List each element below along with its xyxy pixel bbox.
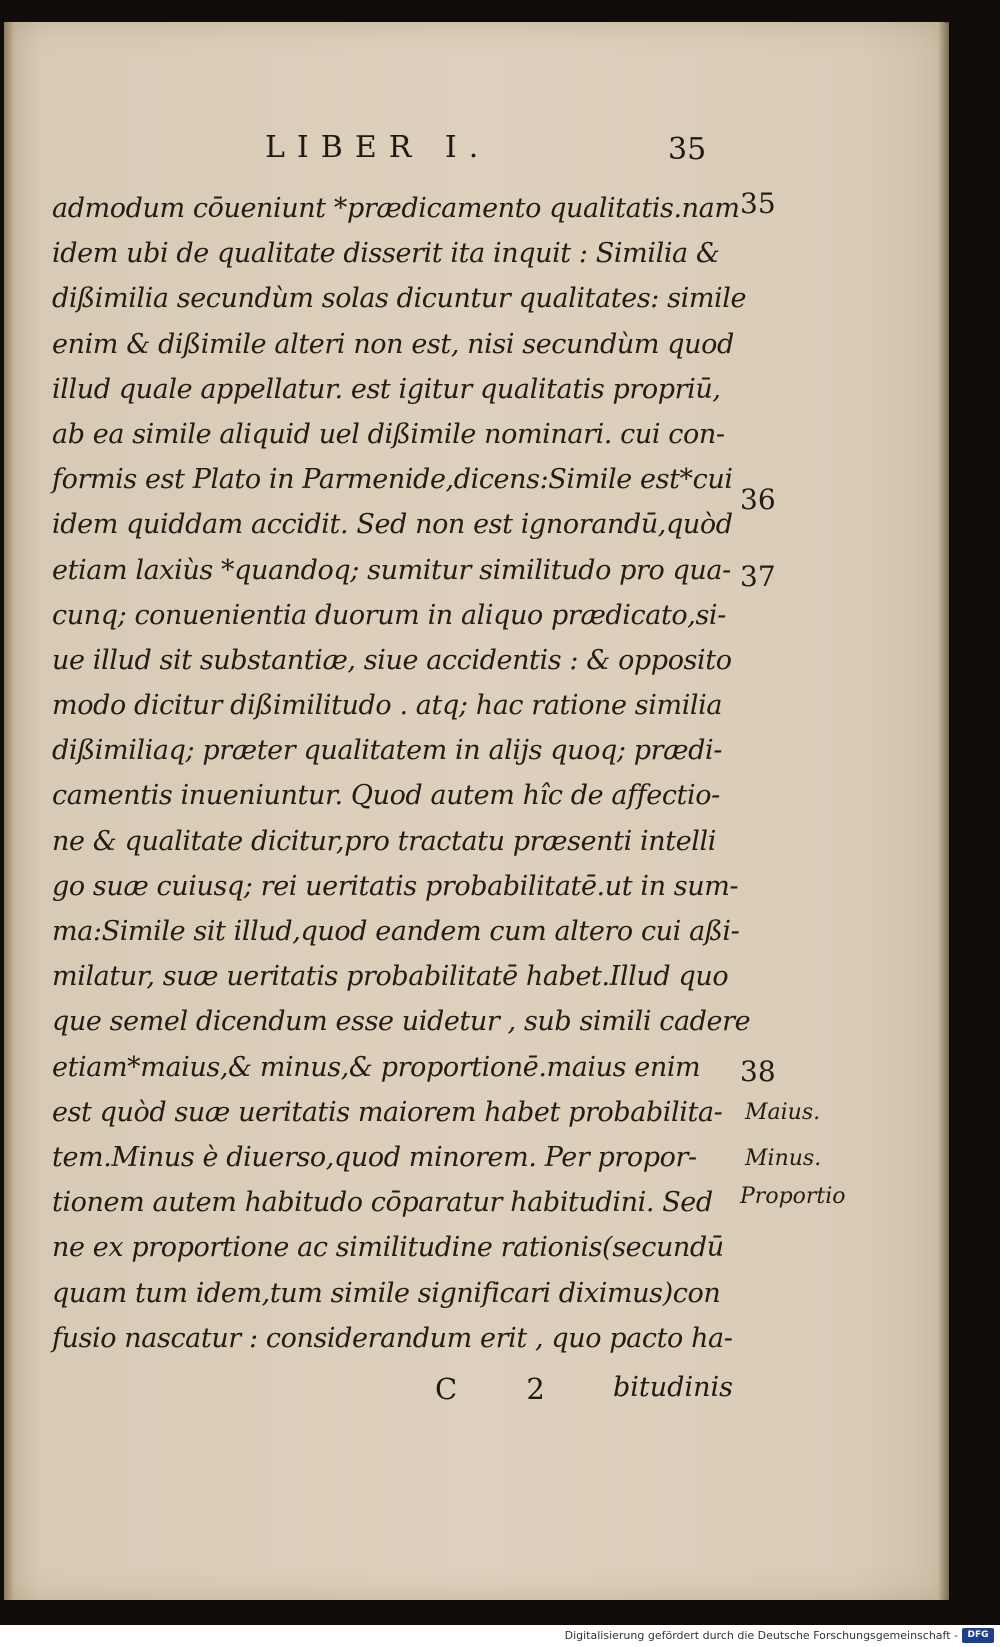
margin-note-proportio: Proportio (740, 1184, 846, 1209)
text-line: etiam laxiùs *quandoq; sumitur similitudo pro qua- (52, 554, 731, 586)
credit-bar (0, 1625, 1000, 1647)
margin-note-maius: Maius. (745, 1100, 821, 1125)
text-line: dißimilia secundùm solas dicuntur qualitates: simile (52, 283, 747, 315)
page-footer (0, 1372, 1000, 1416)
margin-number-37: 37 (740, 560, 776, 593)
text-line: admodum cōueniunt *prædicamento qualitatis.nam (52, 193, 740, 224)
text-line: modo dicitur dißimilitudo . atq; hac ratione similia (52, 690, 723, 722)
text-line: ma:Simile sit illud,quod eandem cum altero cui aßi- (52, 916, 740, 947)
text-line: go suæ cuiusq; rei ueritatis probabilitatē.ut in sum- (52, 870, 739, 902)
text-line: ab ea simile aliquid uel dißimile nominari. cui con- (52, 418, 725, 450)
text-line: cunq; conuenientia duorum in aliquo prædicato,si- (52, 599, 726, 631)
page-edge-shadow (938, 22, 949, 1600)
text-line: tem.Minus è diuerso,quod minorem. Per propor- (52, 1141, 697, 1173)
dfg-logo: DFG (962, 1628, 994, 1643)
catchword: bitudinis (613, 1372, 733, 1403)
text-line: formis est Plato in Parmenide,dicens:Simile est*cui (52, 464, 733, 496)
running-title: LIBER I. (265, 130, 491, 165)
text-line: idem quiddam accidit. Sed non est ignorandū,quòd (52, 509, 733, 541)
text-line: quam tum idem,tum simile significari diximus)con (52, 1277, 721, 1309)
text-line: camentis inueniuntur. Quod autem hîc de affectio- (52, 780, 720, 812)
page-header (0, 130, 1000, 180)
margin-number-38: 38 (740, 1055, 776, 1088)
page-spine-shadow (4, 22, 14, 1600)
margin-note-minus: Minus. (745, 1146, 822, 1171)
signature-mark: C 2 (435, 1372, 575, 1406)
text-line: ue illud sit substantiæ, siue accidentis : & opposito (52, 644, 732, 676)
funding-credit: Digitalisierung gefördert durch die Deutsche Forschungsgemeinschaft - (564, 1629, 958, 1642)
page-number: 35 (668, 132, 707, 167)
margin-number-35: 35 (740, 187, 776, 220)
margin-number-36: 36 (740, 483, 776, 516)
body-text (52, 186, 751, 1361)
text-line: fusio nascatur : considerandum erit , quo pacto ha- (52, 1322, 733, 1354)
text-line: dißimiliaq; præter qualitatem in alijs quoq; prædi- (52, 735, 722, 767)
text-line: que semel dicendum esse uidetur , sub simili cadere (52, 1006, 751, 1038)
text-line: ne & qualitate dicitur,pro tractatu præsenti intelli (52, 825, 716, 857)
text-line: illud quale appellatur. est igitur qualitatis propriū, (52, 373, 721, 405)
text-line: idem ubi de qualitate disserit ita inquit : Similia & (52, 238, 720, 270)
text-line: tionem autem habitudo cōparatur habitudini. Sed (52, 1187, 713, 1219)
text-line: ne ex proportione ac similitudine rationis(secundū (52, 1232, 724, 1264)
text-line: milatur, suæ ueritatis probabilitatē habet.Illud quo (52, 961, 729, 993)
text-line: est quòd suæ ueritatis maiorem habet probabilita- (52, 1096, 723, 1128)
text-line: etiam*maius,& minus,& proportionē.maius enim (52, 1051, 701, 1083)
text-line: enim & dißimile alteri non est, nisi secundùm quod (52, 328, 734, 360)
